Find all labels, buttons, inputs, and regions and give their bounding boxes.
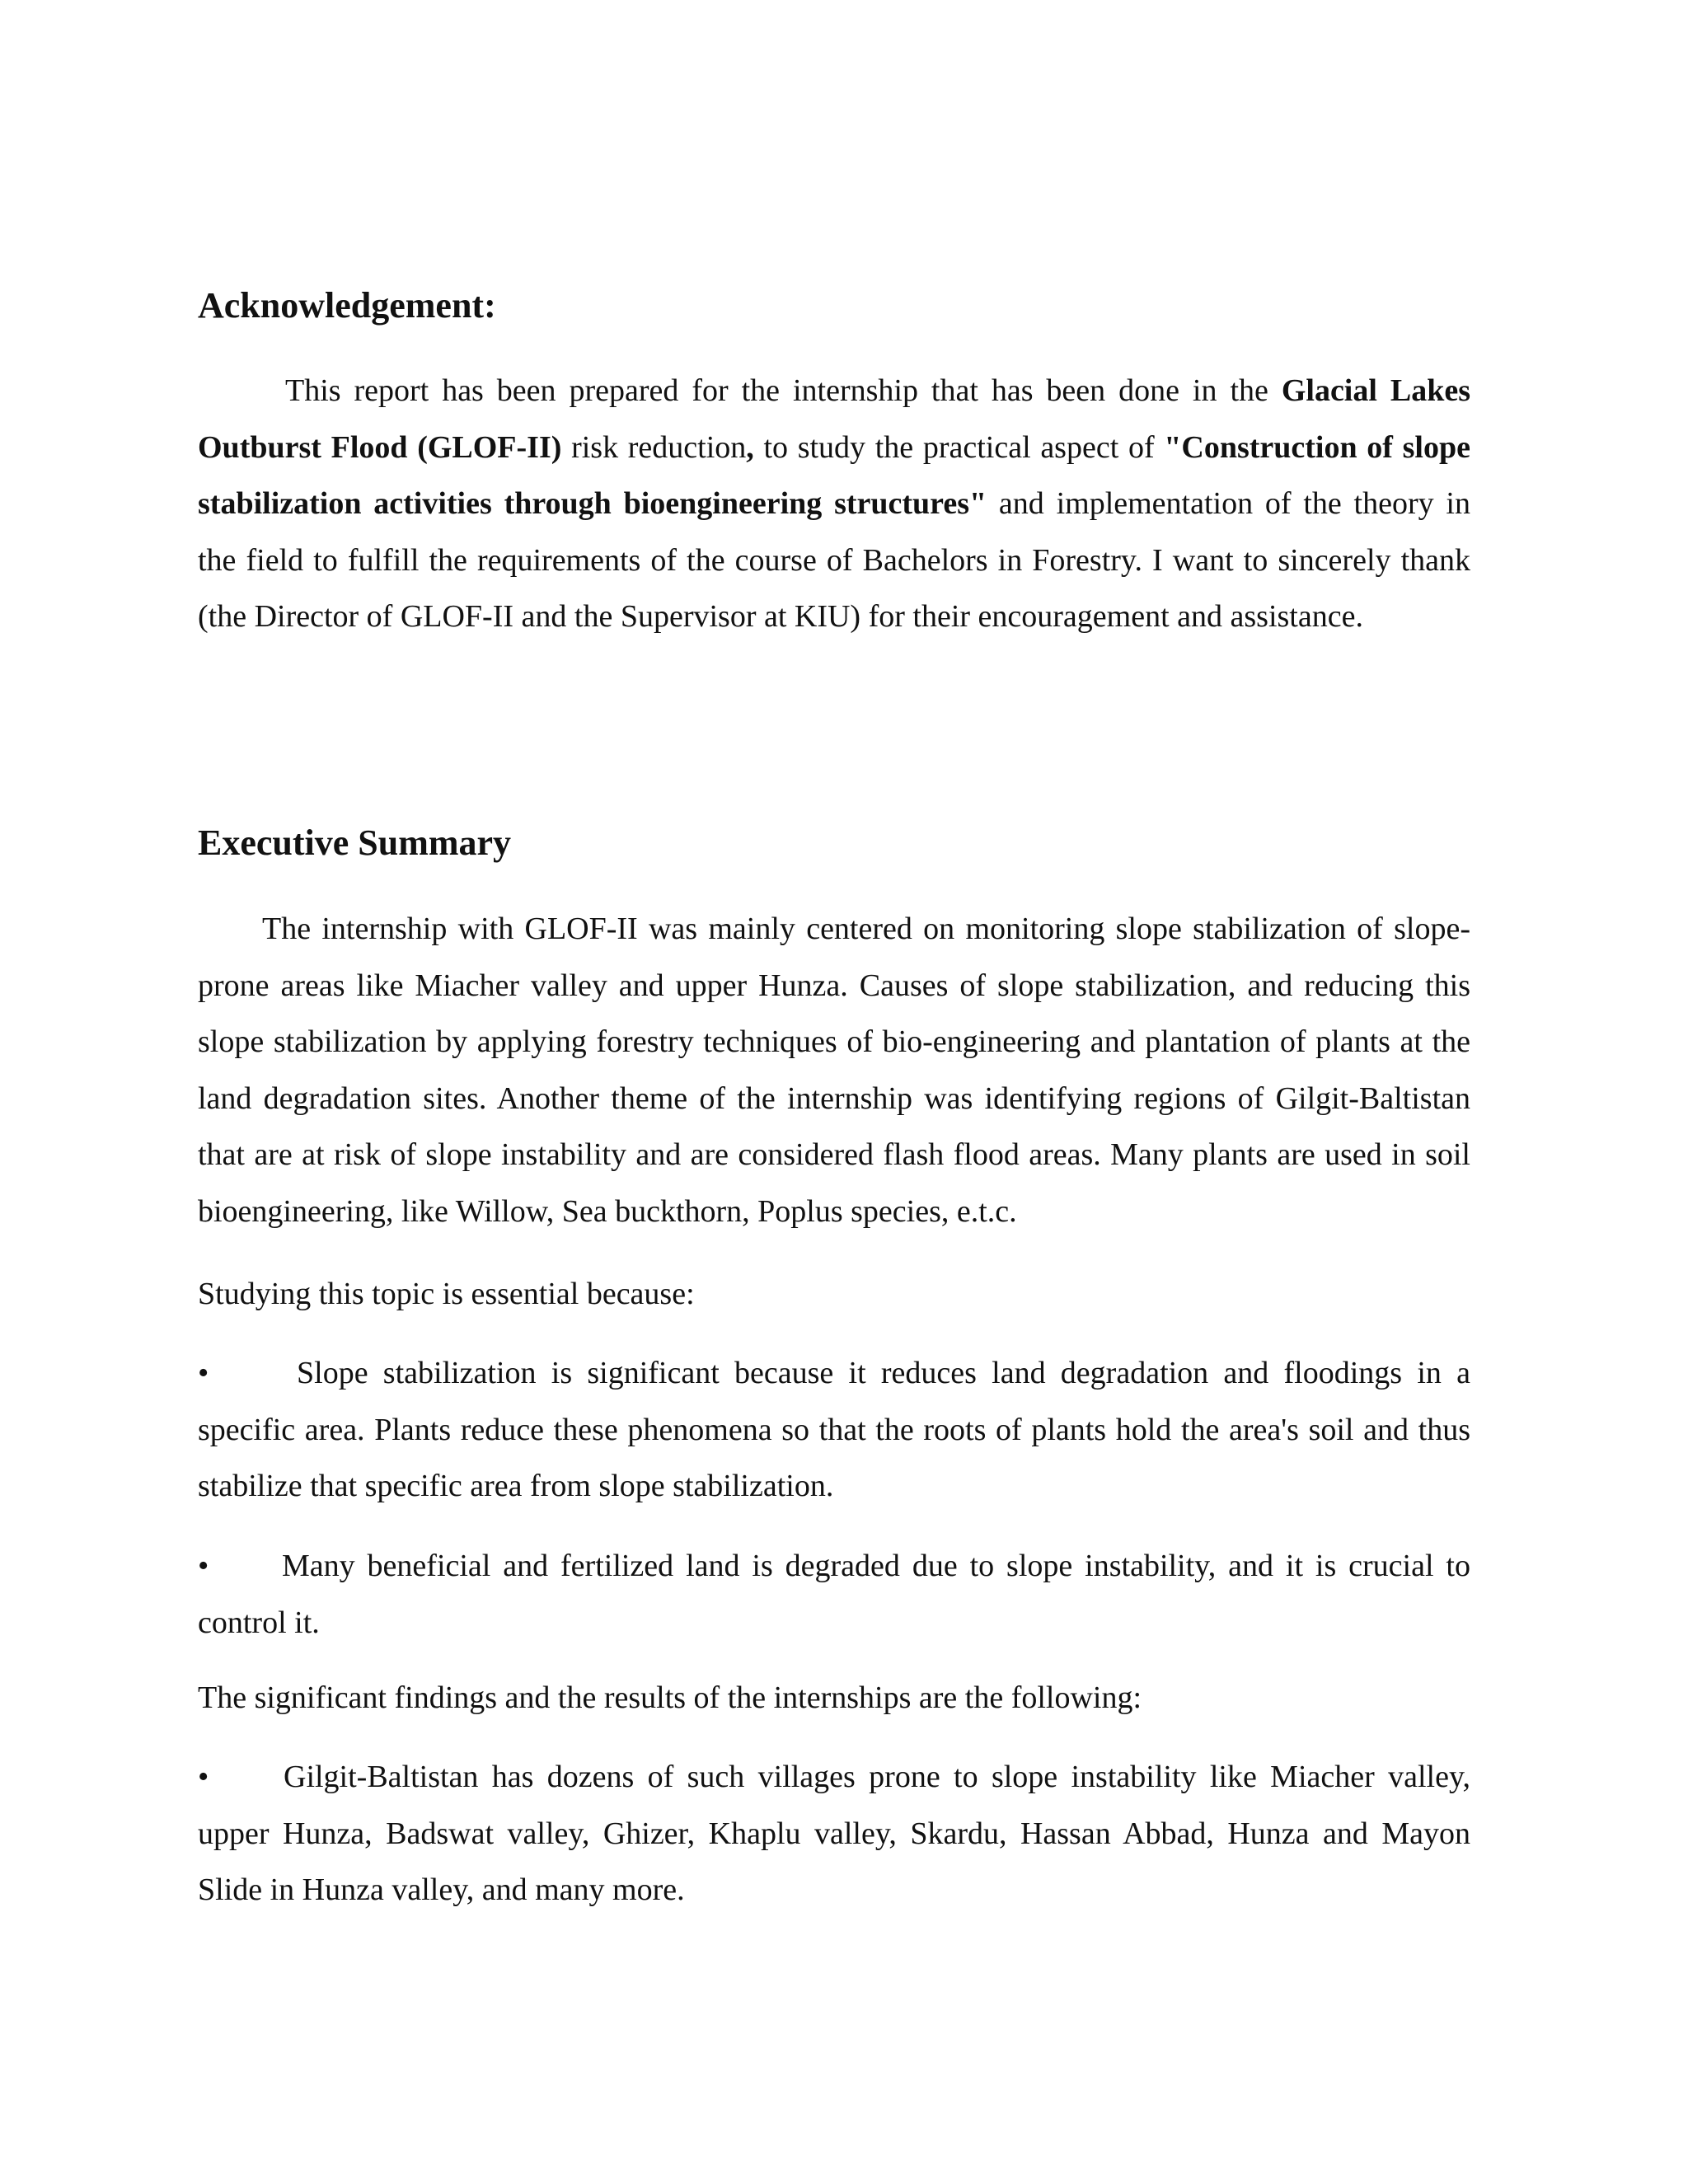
ack-text-4: and implementation of the theory in the field to fulfill the requirements of the course of Bachelors in Forestry. I want to sincerely thank (the Director of GLOF-II and the Supervisor at KIU) for their encouragement and assistance.	[198, 486, 1470, 634]
bullet-text: Many beneficial and fertilized land is degraded due to slope instability, and it is crucial to control it.	[198, 1549, 1470, 1640]
bullet-item-land-degradation	[198, 1538, 1470, 1651]
findings-intro: The significant findings and the results of the internships are the following:	[198, 1680, 1142, 1715]
ack-project-name: Glacial Lakes Outburst Flood (GLOF-II)	[198, 373, 1471, 465]
bullet-marker: •	[198, 1549, 209, 1583]
bullet-text: Slope stabilization is significant because it reduces land degradation and floodings in a specific area. Plants reduce these phenomena so that the roots of plants hold the area's soil and thus stabilize that specific area from slope stabilization.	[198, 1356, 1470, 1503]
ack-text-3: to study the practical aspect of	[753, 429, 1165, 465]
ack-text-1: This report has been prepared for the internship that has been done in the	[285, 373, 1282, 408]
executive-summary-paragraph: The internship with GLOF-II was mainly centered on monitoring slope stabilization of slope-prone areas like Miacher valley and upper Hunza. Causes of slope stabilization, and reducing this slope stabilization by applying forestry techniques of bio-engineering and plantation of plants at the land degradation sites. Another theme of the internship was identifying regions of Gilgit-Baltistan that are at risk of slope instability and are considered flash flood areas. Many plants are used in soil bioengineering, like Willow, Sea buckthorn, Poplus species, e.t.c.	[198, 912, 1470, 1229]
bullet-text: Gilgit-Baltistan has dozens of such villages prone to slope instability like Miacher valley, upper Hunza, Badswat valley, Ghizer, Khaplu valley, Skardu, Hassan Abbad, Hunza and Mayon Slide in Hunza valley, and many more.	[198, 1760, 1470, 1907]
bullet-marker: •	[198, 1356, 209, 1390]
executive-summary-heading: Executive Summary	[198, 823, 512, 863]
acknowledgement-heading: Acknowledgement:	[198, 285, 496, 326]
essential-intro: Studying this topic is essential because:	[198, 1277, 695, 1311]
bullet-marker: •	[198, 1760, 209, 1794]
acknowledgement-paragraph	[198, 363, 1470, 645]
ack-comma: ,	[746, 429, 754, 465]
bullet-item-gilgit-villages	[198, 1749, 1470, 1919]
document-page	[198, 0, 1470, 2184]
ack-study-title: "Construction of slope stabilization activities through bioengineering structures"	[198, 429, 1470, 521]
ack-text-2: risk reduction	[561, 429, 747, 465]
bullet-item-slope-significance	[198, 1345, 1470, 1515]
